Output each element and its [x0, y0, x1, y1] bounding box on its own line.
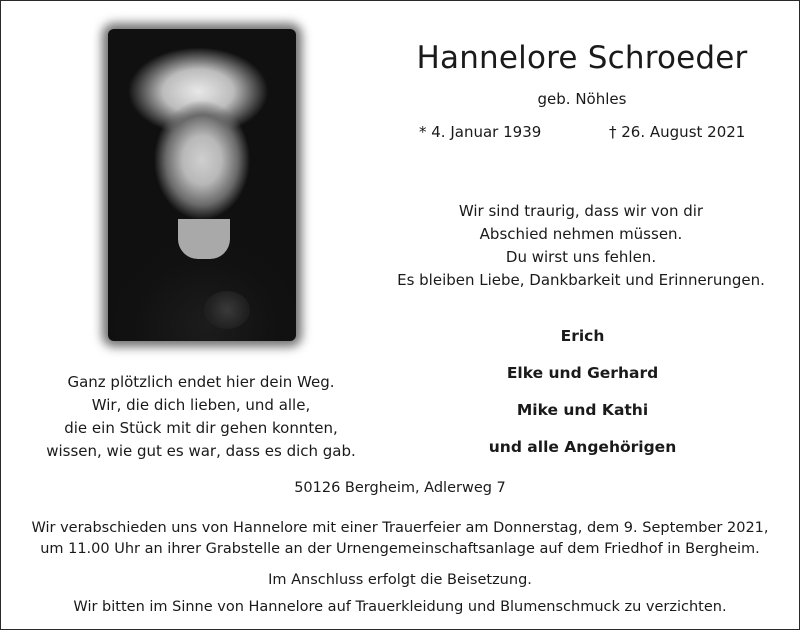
mourning-quote — [395, 200, 767, 292]
service-info — [20, 518, 780, 560]
quote-line: Abschied nehmen müssen. — [479, 225, 683, 243]
portrait-photo — [108, 29, 296, 341]
attire-request: Wir bitten im Sinne von Hannelore auf Trauerkleidung und Blumenschmuck zu verzichten. — [73, 599, 727, 615]
family-address: 50126 Bergheim, Adlerweg 7 — [294, 480, 506, 496]
farewell-poem — [40, 371, 362, 463]
quote-line: Wir sind traurig, dass wir von dir — [458, 202, 704, 220]
mourner-name: Mike und Kathi — [516, 401, 649, 419]
quote-line: Es bleiben Liebe, Dankbarkeit und Erinnerungen. — [397, 271, 765, 289]
poem-line: die ein Stück mit dir gehen konnten, — [64, 419, 338, 437]
poem-line: wissen, wie gut es war, dass es dich gab. — [46, 442, 356, 460]
service-line: Wir verabschieden uns von Hannelore mit einer Trauerfeier am Donnerstag, dem 9. September 2021, — [31, 520, 769, 536]
deceased-name: Hannelore Schroeder — [416, 40, 748, 76]
death-date: † 26. August 2021 — [609, 123, 746, 141]
birth-date: * 4. Januar 1939 — [419, 123, 542, 141]
portrait-neck — [178, 219, 230, 259]
mourner-name: Erich — [560, 327, 605, 345]
mourner-name: und alle Angehörigen — [488, 438, 677, 456]
maiden-name: geb. Nöhles — [537, 90, 627, 108]
portrait-brooch — [204, 291, 250, 329]
quote-line: Du wirst uns fehlen. — [505, 248, 657, 266]
poem-line: Wir, die dich lieben, und alle, — [91, 396, 311, 414]
service-line: um 11.00 Uhr an ihrer Grabstelle an der Urnengemeinschaftsanlage auf dem Friedhof in Bergheim. — [40, 541, 760, 557]
mourner-name: Elke und Gerhard — [506, 364, 659, 382]
burial-note: Im Anschluss erfolgt die Beisetzung. — [268, 572, 532, 588]
poem-line: Ganz plötzlich endet hier dein Weg. — [67, 373, 335, 391]
